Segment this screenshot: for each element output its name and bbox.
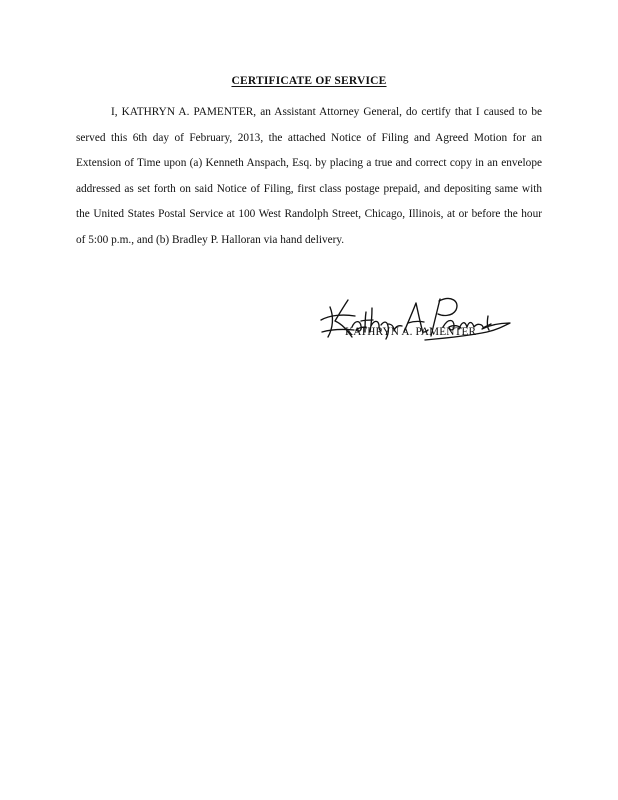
signer-name: KATHRYN A. PAMENTER (345, 326, 477, 338)
certificate-body: I, KATHRYN A. PAMENTER, an Assistant Attorney General, do certify that I caused to be served this 6th day of February, 2013, the attached Notice of Filing and Agreed Motion for an Extension of Time upon (a) Kenneth Anspach, Esq. by placing a true and correct copy in an envelope addressed as set forth on said Notice of Filing, first class postage prepaid, and depositing same with the United States Postal Service at 100 West Randolph Street, Chicago, Illinois, at or before the hour of 5:00 p.m., and (b) Bradley P. Halloran via hand delivery. (76, 106, 542, 246)
document-title: CERTIFICATE OF SERVICE (231, 75, 387, 87)
